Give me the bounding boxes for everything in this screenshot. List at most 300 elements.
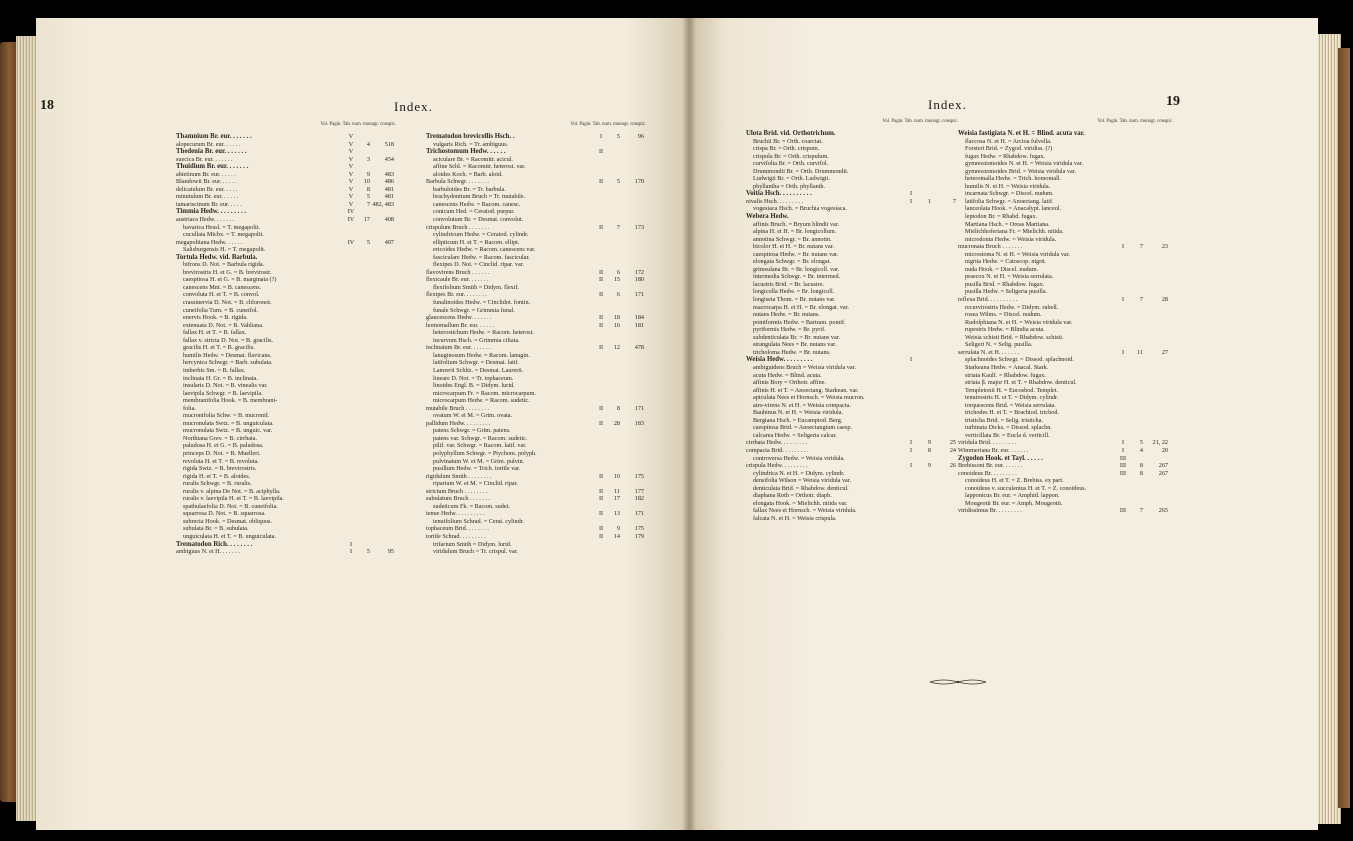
index-entry (176, 307, 396, 315)
index-entry (958, 160, 1173, 168)
entry-page: 10 (363, 178, 370, 186)
entry-name: heterostichum Hedw. = Racom. heterost. (433, 329, 534, 337)
entry-plate: 267 (1158, 469, 1168, 477)
index-entry (426, 186, 646, 194)
entry-plate: 184 (634, 314, 644, 322)
entry-name: conoideus H. et T. = Z. Brebiss. ex part. (965, 477, 1064, 485)
index-entry (746, 251, 958, 259)
index-entry (958, 168, 1173, 176)
index-entry (746, 372, 958, 380)
entry-name: princeps D. Not. = B. Muelleri. (183, 449, 261, 457)
index-entry (426, 337, 646, 345)
entry-name: spathulaefolia D. Not. = B. cuneifolia. (183, 502, 278, 510)
index-entry (176, 156, 396, 164)
index-entry (958, 228, 1173, 236)
entry-page: 18 (613, 314, 620, 322)
entry-name: annotina Schwgr. = Br. annotin. (753, 235, 832, 243)
entry-name: grimsulana Br. = Br. longicoll. var. (753, 265, 840, 273)
index-entry (746, 160, 958, 168)
entry-volume: I (909, 462, 913, 470)
entry-name: crispulum Bruch . . . . . . . (426, 223, 490, 231)
entry-plate: 171 (634, 404, 644, 412)
index-entry (958, 485, 1173, 493)
entry-name: lacustris Brid. = Br. lacustre. (753, 280, 825, 288)
entry-page: 11 (1137, 348, 1143, 356)
entry-volume: II (598, 419, 604, 427)
entry-name: tamariscinum Br. eur. . . . . (176, 200, 242, 208)
index-entry (746, 349, 958, 357)
entry-name: tricholoma Hedw. = Br. nutans. (753, 348, 831, 356)
index-entry (176, 163, 396, 171)
entry-volume: III (1119, 469, 1127, 477)
column-header: Vol. Pagin. Tab. num. monogr. conspic. (320, 122, 396, 127)
entry-name: caespitosa H. et G. = B. marginata (?) (183, 276, 277, 284)
index-entry (426, 352, 646, 360)
entry-name: reflexa Brid. . . . . . . . . . (958, 296, 1018, 304)
index-entry (176, 495, 396, 503)
entry-plate: 177 (634, 487, 644, 495)
index-entry (426, 435, 646, 443)
entry-plate: 181 (634, 321, 644, 329)
entry-volume: I (1121, 446, 1125, 454)
index-entry (426, 473, 646, 481)
entry-name: glaucescens Hedw. . . . . . . (426, 314, 492, 322)
entry-name: squarrosa D. Not. = B. squarrosa. (183, 510, 266, 518)
entry-name: falcata N. et H. = Weisia crispula. (753, 514, 837, 522)
index-entry (426, 442, 646, 450)
index-entry (746, 304, 958, 312)
entry-volume: II (598, 525, 604, 533)
entry-name: recurvirostris Hedw. = Didym. rubell. (965, 303, 1059, 311)
index-entry (176, 148, 396, 156)
index-entry (426, 390, 646, 398)
index-entry (958, 341, 1173, 349)
entry-plate: 26 (949, 462, 956, 470)
entry-volume: V (348, 200, 354, 208)
entry-name: funale Schwgr. = Grimmia funal. (433, 306, 515, 314)
index-entry (426, 405, 646, 413)
entry-name: Timmia Hedw. . . . . . . . . (176, 208, 247, 216)
entry-page: 17 (363, 216, 370, 224)
index-entry (176, 314, 396, 322)
entry-plate: 23 (1161, 243, 1168, 251)
index-entry (958, 130, 1173, 138)
index-entry (176, 246, 396, 254)
index-entry (176, 186, 396, 194)
index-entry (958, 417, 1173, 425)
entry-volume: II (598, 404, 604, 412)
entry-name: Rudolphiana N. et H. = Weisia viridula var. (965, 318, 1073, 326)
index-entry (176, 525, 396, 533)
entry-name: Bruchii Br. = Orth. coarctat. (753, 137, 823, 145)
index-entry (746, 492, 958, 500)
entry-name: microstoma N. et H. = Weisia viridula var. (965, 250, 1070, 258)
right-page-number: 19 (1166, 94, 1180, 109)
entry-name: conicum Hed. = Ceratod. purpur. (433, 208, 515, 216)
entry-plate: 28 (1161, 296, 1168, 304)
entry-name: conoideus Br. . . . . . . . . (958, 469, 1017, 477)
index-entry (746, 439, 958, 447)
index-entry (746, 432, 958, 440)
index-entry (426, 503, 646, 511)
entry-name: subulata Br. = B. subulata. (183, 525, 249, 533)
entry-plate: 408 (384, 216, 394, 224)
entry-name: Voitia Hsch. . . . . . . . . . (746, 190, 812, 198)
index-entry (176, 412, 396, 420)
entry-name: acuta Hedw. = Blind. acuta. (753, 371, 822, 379)
index-entry (746, 319, 958, 327)
index-entry (958, 251, 1173, 259)
index-entry (426, 541, 646, 549)
entry-name: mutabile Bruch . . . . . . . . (426, 404, 490, 412)
index-entry (176, 141, 396, 149)
entry-name: tristicha Brid. = Selig. tristicha. (965, 416, 1043, 424)
index-entry (746, 507, 958, 515)
entry-page: 8 (366, 185, 370, 193)
index-entry (958, 304, 1173, 312)
entry-name: alpina H. et H. = Br. longicollum. (753, 228, 837, 236)
entry-volume: II (598, 321, 604, 329)
index-entry (746, 485, 958, 493)
entry-name: cirrhata Hedw. . . . . . . . . (746, 439, 808, 447)
index-entry (746, 243, 958, 251)
index-entry (426, 329, 646, 337)
entry-name: rosea Wilms. = Discel. nudum. (965, 311, 1042, 319)
index-entry (958, 372, 1173, 380)
index-entry (426, 269, 646, 277)
entry-name: inclinata H. Gr. = B. inclinata. (183, 374, 258, 382)
index-entry (746, 213, 958, 221)
entry-plate: 267 (1158, 462, 1168, 470)
entry-name: strictum Bruch . . . . . . . . (426, 487, 488, 495)
entry-name: ambiguidens Bruch = Weisia viridula var. (753, 363, 856, 371)
entry-name: Lamrerii Schltz. = Desmat. Laurerii. (433, 366, 524, 374)
entry-page: 10 (613, 472, 620, 480)
entry-name: gracilis H. et T. = B. gracilis. (183, 344, 255, 352)
entry-name: Mougeotii Br. eur. = Amph. Mougeotii. (965, 499, 1063, 507)
entry-name: gymnostomoides Brid. = Weisia viridula var. (965, 167, 1076, 175)
index-entry (426, 208, 646, 216)
page-edges-left (16, 36, 38, 821)
entry-name: leptodon Br. = Rhabd. fugax. (965, 213, 1038, 221)
book-cover-left (0, 42, 16, 802)
entry-page: 14 (613, 532, 620, 540)
entry-page: 7 (1139, 296, 1143, 304)
index-entry (176, 382, 396, 390)
entry-name: lineare D. Not. = Tr. tophaceum. (433, 374, 514, 382)
entry-plate: 486 (384, 178, 394, 186)
entry-volume: V (348, 133, 354, 140)
entry-name: brachydontium Bruch = Tr. mutabile. (433, 193, 526, 201)
entry-name: caespitosa Hedw. = Br. nutans var. (753, 250, 839, 258)
entry-name: densifolia Wilson = Weisia viridula var. (753, 477, 852, 485)
index-entry (958, 455, 1173, 463)
entry-name: praecox N. et H. = Weisia serrulata. (965, 273, 1054, 281)
index-entry (426, 382, 646, 390)
entry-page: 7 (616, 223, 620, 231)
entry-plate: 182 (634, 495, 644, 503)
entry-name: flexifolium Smith = Didym. flexif. (433, 283, 519, 291)
index-entry (746, 462, 958, 470)
entry-name: strangulata Nees = Br. nutans var. (753, 341, 837, 349)
index-entry (176, 533, 396, 541)
entry-name: rigida Swtz. = B. brevirostris. (183, 465, 257, 473)
entry-name: bavarica Hessl. = T. megapolit. (183, 223, 260, 231)
entry-name: Bauhinus N. et H. = Weisia viridula. (753, 409, 844, 417)
index-entry (746, 477, 958, 485)
entry-volume: II (598, 532, 604, 540)
index-entry (958, 387, 1173, 395)
entry-name: Thamnium Br. eur. . . . . . . (176, 133, 252, 140)
entry-name: tenuirostris H. et T. = Didym. cylindr. (965, 394, 1059, 402)
entry-name: Martiana Hsch. = Oreas Martiana. (965, 220, 1050, 228)
entry-name: Wimmeriana Br. eur. . . . . . . (958, 446, 1029, 454)
index-entry (746, 138, 958, 146)
entry-name: Starkeana Hedw. = Anacal. Stark. (965, 363, 1049, 371)
entry-name: patens var. Schwgr. = Racom. sudetic. (433, 434, 528, 442)
entry-volume: II (598, 178, 604, 186)
entry-volume: III (1119, 507, 1127, 515)
index-entry (176, 367, 396, 375)
entry-name: affinis Bruch. = Bryum blindii var. (753, 220, 840, 228)
index-entry (746, 236, 958, 244)
index-entry (176, 503, 396, 511)
index-entry (176, 171, 396, 179)
entry-name: Seligeri N. = Selig. pusilla. (965, 341, 1033, 349)
left-column-1 (176, 122, 396, 556)
entry-name: delicatulum Br. eur. . . . . (176, 185, 238, 193)
entry-name: laevipila Schwgr. = B. laevipila. (183, 389, 263, 397)
entry-volume: III (1119, 454, 1127, 462)
index-entry (958, 334, 1173, 342)
index-entry (746, 221, 958, 229)
entry-page: 8 (927, 446, 931, 454)
index-entry (958, 439, 1173, 447)
entry-name: unguiculata H. et T. = B. unguiculata. (183, 532, 276, 540)
index-entry (176, 510, 396, 518)
index-entry (746, 205, 958, 213)
entry-name: ovatum W. et M. = Grim. ovata. (433, 412, 513, 420)
entry-name: latifolium Schwgr. = Desmat. latif. (433, 359, 520, 367)
entry-name: viridula Brid. . . . . . . . . (958, 439, 1017, 447)
entry-name: gymnostomoides N. et H. = Weisia viridula var. (965, 160, 1084, 168)
entry-page: 5 (366, 193, 370, 201)
index-entry (958, 319, 1173, 327)
index-entry (958, 281, 1173, 289)
index-entry (426, 156, 646, 164)
entry-volume: II (598, 487, 604, 495)
index-entry (426, 261, 646, 269)
index-entry (426, 420, 646, 428)
column-header: Vol. Pagin. Tab. num. monogr. conspic. (1097, 119, 1173, 124)
entry-name: denticulata Brid. = Rhabdow. denticul. (753, 484, 849, 492)
entry-name: minutulum Br. eur. . . . . . (176, 193, 239, 201)
index-entry (176, 284, 396, 292)
entry-name: insularis D. Not. = B. vinealis var. (183, 382, 268, 390)
index-entry (958, 288, 1173, 296)
left-page (36, 18, 690, 830)
index-entry (958, 356, 1173, 364)
entry-name: striata β. major H. et T. = Rhabdow. denticul. (965, 379, 1077, 387)
entry-plate: 265 (1158, 507, 1168, 515)
entry-name: crispula Hedw. . . . . . . . . (746, 462, 808, 470)
entry-page: 1 (927, 197, 931, 205)
right-column-1 (746, 119, 958, 522)
index-entry (746, 417, 958, 425)
entry-plate: 21, 22 (1152, 439, 1168, 447)
entry-volume: III (1119, 462, 1127, 470)
index-entry (746, 153, 958, 161)
entry-name: Barbula Schwgr. . . . . . . . (426, 178, 489, 186)
entry-name: torquescens Brid. = Weisia serrulata. (965, 401, 1056, 409)
entry-plate: 481 (384, 193, 394, 201)
index-entry (426, 284, 646, 292)
index-entry (746, 130, 958, 138)
entry-name: viridulum Bruch = Tr. crispul. var. (433, 548, 518, 556)
entry-name: trifarium Smith = Didym. lurid. (433, 540, 512, 548)
entry-volume: V (348, 155, 354, 163)
entry-volume: I (1121, 296, 1125, 304)
entry-name: megapolitana Hedw. . . . . . (176, 238, 243, 246)
entry-name: microdonta Hedw. = Weisia viridula. (965, 235, 1057, 243)
entry-name: fugax Hedw. = Rhabdow. fugax. (965, 152, 1046, 160)
entry-page: 8 (1139, 462, 1143, 470)
book-cover-right (1338, 48, 1350, 808)
index-entry (426, 344, 646, 352)
index-entry (426, 518, 646, 526)
index-entry (746, 228, 958, 236)
entry-name: ericoides Hedw. = Racom. canescens var. (433, 246, 536, 254)
entry-plate: 172 (634, 268, 644, 276)
entry-name: alopecurum Br. eur. . . . . . (176, 140, 241, 148)
index-entry (176, 254, 396, 262)
entry-name: apiculata Nees et Hornsch. = Weisia mucron. (753, 394, 865, 402)
index-entry (176, 450, 396, 458)
index-entry (958, 213, 1173, 221)
entry-plate: 175 (634, 525, 644, 533)
index-entry (426, 254, 646, 262)
index-entry (746, 190, 958, 198)
entry-name: incurvum Hsch. = Grimmia ciliata. (433, 336, 520, 344)
entry-name: Northiana Grev. = B. cirrhata. (183, 434, 258, 442)
entry-name: flexipes D. Not. = Cinclid. ripar. var. (433, 261, 524, 269)
index-entry (176, 359, 396, 367)
entry-name: ruralis v. alpina De Not. = B. aciphylla. (183, 487, 281, 495)
entry-page: 5 (616, 178, 620, 186)
entry-name: flaccosa N. et H. = Arctoa fulvella. (965, 137, 1052, 145)
index-entry (426, 239, 646, 247)
left-column-2 (426, 122, 646, 556)
index-entry (958, 470, 1173, 478)
entry-name: ellipticum H. et T. = Racom. ellipt. (433, 238, 520, 246)
entry-name: controversa Hedw. = Weisia viridula. (753, 454, 845, 462)
index-entry (176, 442, 396, 450)
entry-page: 5 (366, 548, 370, 556)
entry-name: vulgaris Rich. = Tr. ambiguus. (433, 140, 509, 148)
entry-name: convoluta H. et T. = B. convol. (183, 291, 260, 299)
index-entry (176, 397, 396, 405)
index-entry (746, 296, 958, 304)
entry-name: Trichostomum Hedw. . . . . . (426, 148, 506, 156)
entry-name: aloides Koch. = Barb. aloid. (433, 170, 503, 178)
index-entry (176, 518, 396, 526)
entry-name: compacta Brid. . . . . . . . . (746, 446, 809, 454)
entry-name: pusilla Brid. = Rhabdow. fugax. (965, 280, 1045, 288)
entry-name: verticillata Br. = Eucla d. verticill. (965, 431, 1050, 439)
entry-name: heteromalla Hedw. = Trich. homomall. (965, 175, 1062, 183)
entry-plate: 180 (634, 276, 644, 284)
entry-name: affinis Bory = Orthotr. affine. (753, 379, 827, 387)
index-entry (176, 541, 396, 549)
entry-volume: II (598, 344, 604, 352)
entry-name: Drummondii Br. = Orth. Drummondii. (753, 167, 849, 175)
index-entry (426, 314, 646, 322)
entry-name: macrocarpa H. et H. = Br. elongat. var. (753, 303, 849, 311)
entry-plate: 95 (387, 548, 394, 556)
entry-volume: I (909, 439, 913, 447)
entry-name: nivalis Hsch. . . . . . . . . (746, 197, 804, 205)
index-entry (746, 175, 958, 183)
index-entry (426, 141, 646, 149)
index-entry (746, 424, 958, 432)
entry-name: tortile Schrad. . . . . . . . . (426, 532, 486, 540)
entry-plate: 179 (634, 532, 644, 540)
entry-volume: V (348, 193, 354, 201)
index-entry (746, 515, 958, 523)
entry-plate: 173 (634, 223, 644, 231)
entry-name: rigida H. et T. = B. aloides. (183, 472, 251, 480)
entry-name: revoluta H. et T. = B. revoluta. (183, 457, 259, 465)
index-entry (958, 462, 1173, 470)
index-entry (176, 344, 396, 352)
index-entry (958, 477, 1173, 485)
entry-page: 5 (616, 133, 620, 140)
entry-name: fallax H. et T. = B. fallax. (183, 329, 247, 337)
index-entry (176, 375, 396, 383)
index-entry (958, 145, 1173, 153)
index-entry (426, 133, 646, 141)
entry-name: funalinoides Hedw. = Cinclidot. fontin. (433, 299, 531, 307)
index-entry (958, 205, 1173, 213)
entry-name: inclinatum Br. eur. . . . . . . (426, 344, 491, 352)
entry-name: fallax v. stricta D. Not. = B. gracilis. (183, 336, 274, 344)
entry-page: 7 (366, 200, 370, 208)
entry-name: Webera Hedw. (746, 213, 789, 221)
entry-page: 13 (613, 510, 620, 518)
entry-volume: I (599, 133, 603, 140)
index-entry (176, 299, 396, 307)
entry-plate: 175 (634, 472, 644, 480)
entry-name: Bergiana Hsch. = Eucamptod. Berg. (753, 416, 843, 424)
index-entry (176, 291, 396, 299)
index-entry (958, 198, 1173, 206)
entry-name: Trematodon Rich. . . . . . . . (176, 540, 253, 548)
index-entry (958, 364, 1173, 372)
index-entry (176, 322, 396, 330)
entry-name: austriaca Hedw. . . . . . . (176, 216, 235, 224)
entry-volume: II (598, 268, 604, 276)
entry-page: 7 (1139, 507, 1143, 515)
left-page-number: 18 (40, 98, 54, 113)
index-entry (426, 307, 646, 315)
entry-name: crispula Br. = Orth. crispulum. (753, 152, 829, 160)
entry-plate: 407 (384, 238, 394, 246)
index-entry (958, 183, 1173, 191)
entry-page: 3 (366, 155, 370, 163)
entry-name: cylindrica N. et H. = Didym. cylindr. (753, 469, 845, 477)
index-entry (176, 201, 396, 209)
index-entry (958, 349, 1173, 357)
